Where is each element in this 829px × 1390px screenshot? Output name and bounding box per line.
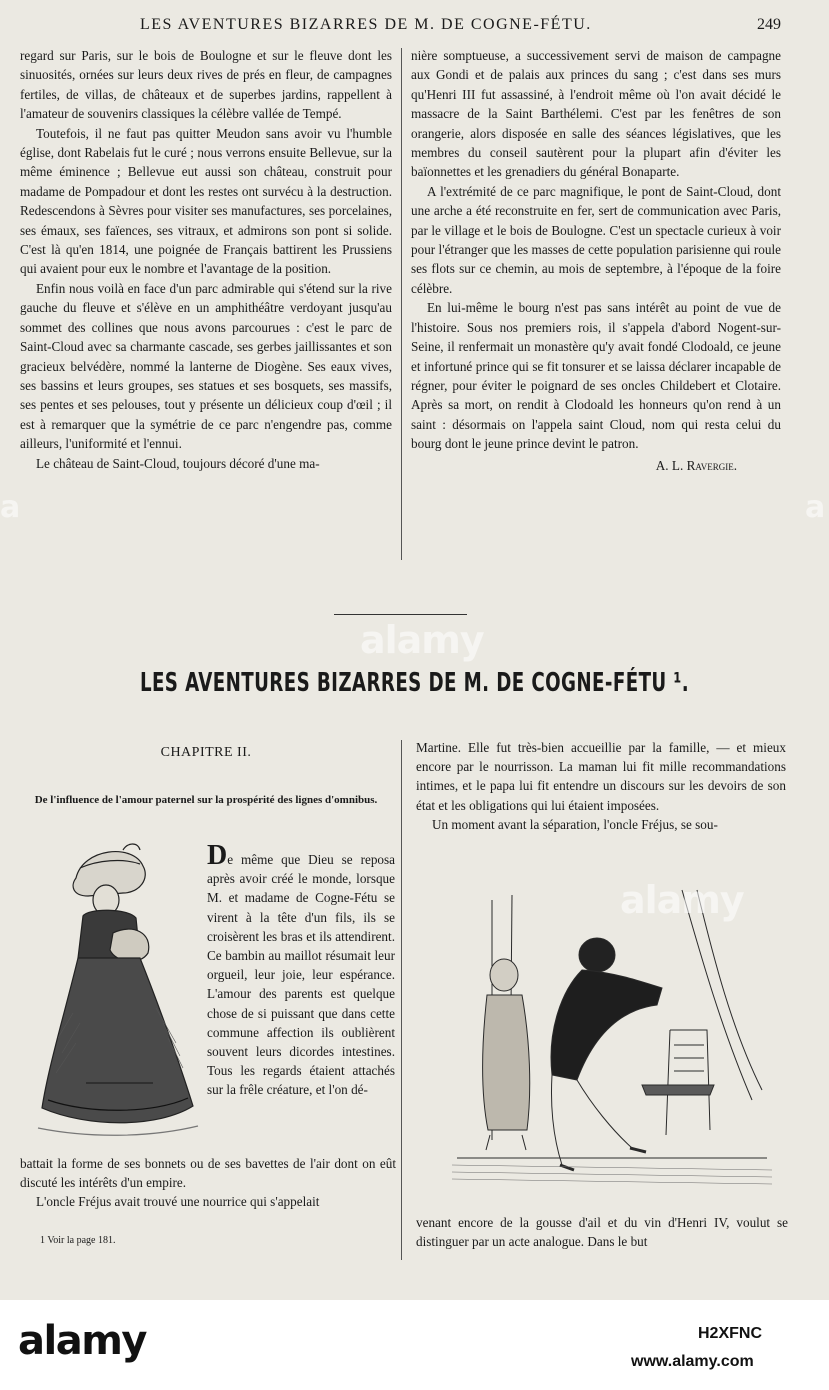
signature-name: Ravergie. <box>686 457 737 473</box>
paragraph: nière somptueuse, a successivement servi de maison de campagne aux Gondi et de palais aux princes du sang ; c'est dans ses murs qu'Henri III fut assassiné, à l'endroit même où l'on avait décidé le massacre de la Saint Barthélemi. C'est par les fenêtres de son orangerie, alors disposée en salle des séances législatives, que les membres du conseil sautèrent pour la plupart afin d'éviter les baïonnettes et les grenadiers du général Bonaparte. <box>411 48 781 180</box>
author-signature <box>411 456 781 475</box>
paragraph: battait la forme de ses bonnets ou de ses bavettes de l'air dont on eût discuté les intérêts d'un empire. <box>20 1156 396 1191</box>
image-code: H2XFNC <box>698 1325 763 1342</box>
stock-footer <box>0 1300 829 1390</box>
right-column-text <box>416 738 786 834</box>
article-title: LES AVENTURES BIZARRES DE M. DE COGNE-FÉTU ¹. <box>139 668 690 698</box>
paragraph: Un moment avant la séparation, l'oncle Fréjus, se sou- <box>432 816 718 832</box>
paragraph: Martine. Elle fut très-bien accueillie par la famille, — et mieux encore par le nourrisson. La maman lui fit mille recommandations intimes, et le papa lui fit entendre un discours sur les devoirs de son état et les obligations qui lui étaient imposées. <box>416 740 786 813</box>
paragraph: A l'extrémité de ce parc magnifique, le pont de Saint-Cloud, dont une arche a été reconstruite en fer, sert de communication avec Paris, par le village et le bois de Boulogne. C'est un spectacle curieux à voir pour l'étranger que les masses de cette population parisienne qui roule ses flots sur ce chemin, au mois de septembre, à l'époque de la foire célèbre. <box>411 183 781 296</box>
paragraph: Toutefois, il ne faut pas quitter Meudon sans avoir vu l'humble église, dont Rabelais fut le curé ; nous verrons ensuite Bellevue, sur la même éminence ; Bellevue eut aussi son château, construit pour madame de Pompadour et dont les restes ont survécu à la destruction. Redescendons à Sèvres pour visiter ses manufactures, ses porcelaines, ses émaux, ses faïences, ses vitraux, et admirons son pont si solide. C'est là qu'en 1814, une poignée de Français battirent les Prussiens qui avaient pour eux le nombre et l'avantage de la position. <box>20 125 392 277</box>
column-divider <box>401 740 402 1260</box>
paragraph: regard sur Paris, sur le bois de Boulogne et sur le fleuve dont les sinuosités, ornées sur leurs deux rives de prés en fleur, de campagnes fertiles, de villas, de châteaux et de superbes jardins, rappellent à l'amateur de souvenirs classiques la célèbre vallée de Tempé. <box>20 48 392 122</box>
running-head-title: LES AVENTURES BIZARRES DE M. DE COGNE-FÉTU. <box>140 16 592 33</box>
interior-scene-illustration <box>452 880 772 1185</box>
wrapped-paragraph <box>207 840 395 1100</box>
site-url: www.alamy.com <box>631 1353 754 1370</box>
chapter-subtitle: De l'influence de l'amour paternel sur la prospérité des lignes d'omnibus. <box>34 794 378 806</box>
column-divider <box>401 48 402 560</box>
watermark: a <box>0 490 20 525</box>
paragraph: En lui-même le bourg n'est pas sans intérêt au point de vue de l'histoire. Sous nos premiers rois, il s'appela d'abord Nogent-sur-Seine, il renfermait un monastère qu'y avait fondé Clodoald, ce jeune et infortuné prince qui se fit tonsurer et se laissa déclarer incapable de régner, pour éviter le poignard de ses oncles Childebert et Clotaire. Après sa mort, on rendit à Clodoald les honneurs qu'on rend à un saint : désormais on l'appela saint Cloud, nom qui resta celui du bourg dont le jeune prince devint le patron. <box>411 300 781 452</box>
bottom-left-text <box>20 1154 396 1212</box>
section-rule <box>334 614 467 615</box>
paragraph: Enfin nous voilà en face d'un parc admirable qui s'étend sur la rive gauche du fleuve et s'élève en un amphithéâtre verdoyant jusqu'au sommet des collines que nous avons parcourues : c'est le parc de Saint-Cloud avec sa charmante cascade, ses gerbes jaillissantes et son gracieux belvédère, nommé la lanterne de Diogène. Ses eaux vives, ses bassins et leurs groupes, ses statues et ses bosquets, ses massifs, ses pentes et ses pelouses, tout y présente un délicieux coup d'œil ; il est à remarquer que la symétrie de ce parc n'engendre pas, comme ailleurs, l'uniformité et l'ennui. <box>20 280 392 452</box>
watermark: alamy <box>620 878 744 922</box>
paragraph: L'oncle Fréjus avait trouvé une nourrice qui s'appelait <box>36 1194 320 1210</box>
right-column-continuation: venant encore de la gousse d'ail et du vin d'Henri IV, voulut se distinguer par un acte analogue. Dans le but <box>416 1215 788 1250</box>
watermark: alamy <box>360 618 484 662</box>
footnote: 1 Voir la page 181. <box>40 1235 116 1246</box>
page-number: 249 <box>757 16 781 33</box>
top-right-column <box>411 46 781 475</box>
alamy-logo: alamy <box>18 1318 146 1364</box>
drop-cap: D <box>207 840 228 871</box>
watermark: a <box>805 490 825 525</box>
chapter-heading: CHAPITRE II. <box>160 745 252 760</box>
paragraph: Le château de Saint-Cloud, toujours décoré d'une ma- <box>36 455 320 471</box>
top-left-column <box>20 46 392 473</box>
wrapped-text: e même que Dieu se reposa après avoir créé le monde, lorsque M. et madame de Cogne-Fétu se virent à la tête d'un fils, ils se croisèrent les bras et ils attendirent. Ce bambin au maillot résumait leur orgueil, leur joie, leur espérance. L'amour des parents est quelque chose de si puissant que dans cette commune affection ils oublièrent souvent leurs dicordes intestines. Tous les regards étaient attachés sur la frêle créature, et l'on dé- <box>207 852 395 1098</box>
signature-initials: A. L. <box>655 457 687 473</box>
nurse-illustration <box>28 838 206 1153</box>
